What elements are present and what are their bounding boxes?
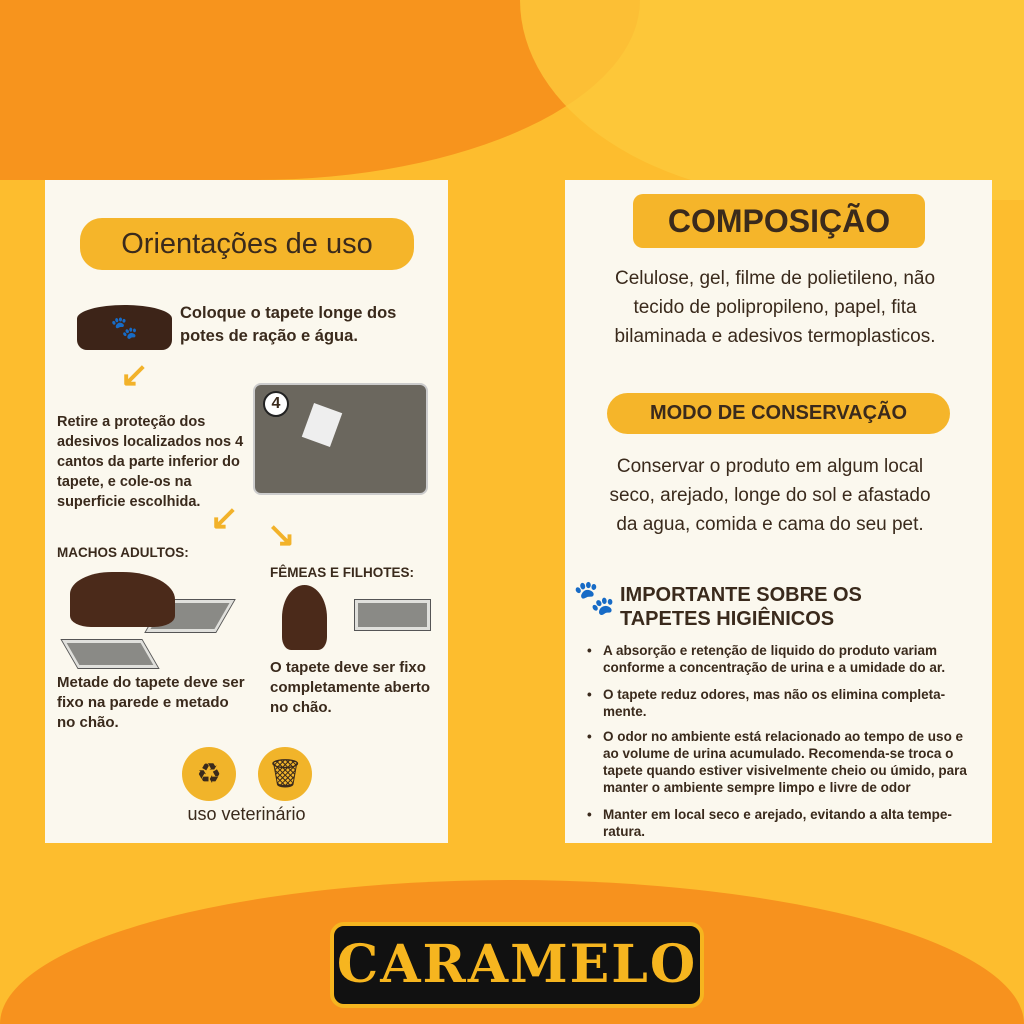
dog-standing-icon <box>70 572 175 627</box>
mat-illustration <box>62 640 158 668</box>
important-title: IMPORTANTE SOBRE OS TAPETES HIGIÊNICOS <box>620 584 862 630</box>
composition-text: Celulose, gel, filme de polietileno, não tecido de polipropileno, papel, fita bilaminada e adesivos termoplasticos. <box>614 268 936 347</box>
composition-title: COMPOSIÇÃO <box>633 194 925 248</box>
arrow-icon: ↙ <box>120 356 149 394</box>
paw-icon: 🐾 <box>573 579 616 617</box>
usage-card <box>45 180 448 843</box>
arrow-icon: ↘ <box>267 516 296 554</box>
bullet-item: • A absorção e retenção de liquido do produto variam conforme a concentração de urina e a umidade do ar. <box>587 642 976 676</box>
dog-sitting-icon <box>282 585 327 650</box>
step1-text: Coloque o tapete longe dos potes de ração e água. <box>180 304 397 345</box>
males-title: MACHOS ADULTOS: <box>57 545 189 560</box>
footer-text: uso veterinário <box>187 804 306 824</box>
conservation-text: Conservar o produto em algum local seco, arejado, longe do sol e afastado da agua, comida e cama do seu pet. <box>609 456 931 535</box>
bullet-item: • O tapete reduz odores, mas não os elimina completa-mente. <box>587 686 976 720</box>
recycle-icon: ♻ <box>182 747 236 801</box>
mat-illustration <box>355 600 430 630</box>
info-card <box>565 180 992 843</box>
food-bowl-icon: 🐾 <box>77 305 172 350</box>
step2-text: Retire a proteção dos adesivos localizados nos 4 cantos da parte inferior do tapete, e cole-os na superficie escolhida. <box>57 414 244 510</box>
conservation-title: MODO DE CONSERVAÇÃO <box>607 393 950 434</box>
background-blob <box>520 0 1024 200</box>
arrow-icon: ↙ <box>210 499 239 537</box>
bullet-item: • O odor no ambiente está relacionado ao tempo de uso e ao volume de urina acumulado. Recomenda-se troca o tapete quando estiver visivelmente cheio ou úmido, para manter o ambiente sempre limpo e livre de odor <box>587 728 976 796</box>
females-text: O tapete deve ser fixo completamente aberto no chão. <box>270 659 431 716</box>
sticker-illustration <box>253 383 428 495</box>
bullet-item: • Manter em local seco e arejado, evitando a alta tempe-ratura. <box>587 806 976 840</box>
step-number: 4 <box>263 391 289 417</box>
disposal-icon: 🗑 <box>258 747 312 801</box>
females-title: FÊMEAS E FILHOTES: <box>270 565 415 580</box>
brand-logo: CARAMELO <box>330 922 704 1008</box>
males-text: Metade do tapete deve ser fixo na parede e metado no chão. <box>57 674 245 731</box>
usage-title: Orientações de uso <box>80 218 414 270</box>
